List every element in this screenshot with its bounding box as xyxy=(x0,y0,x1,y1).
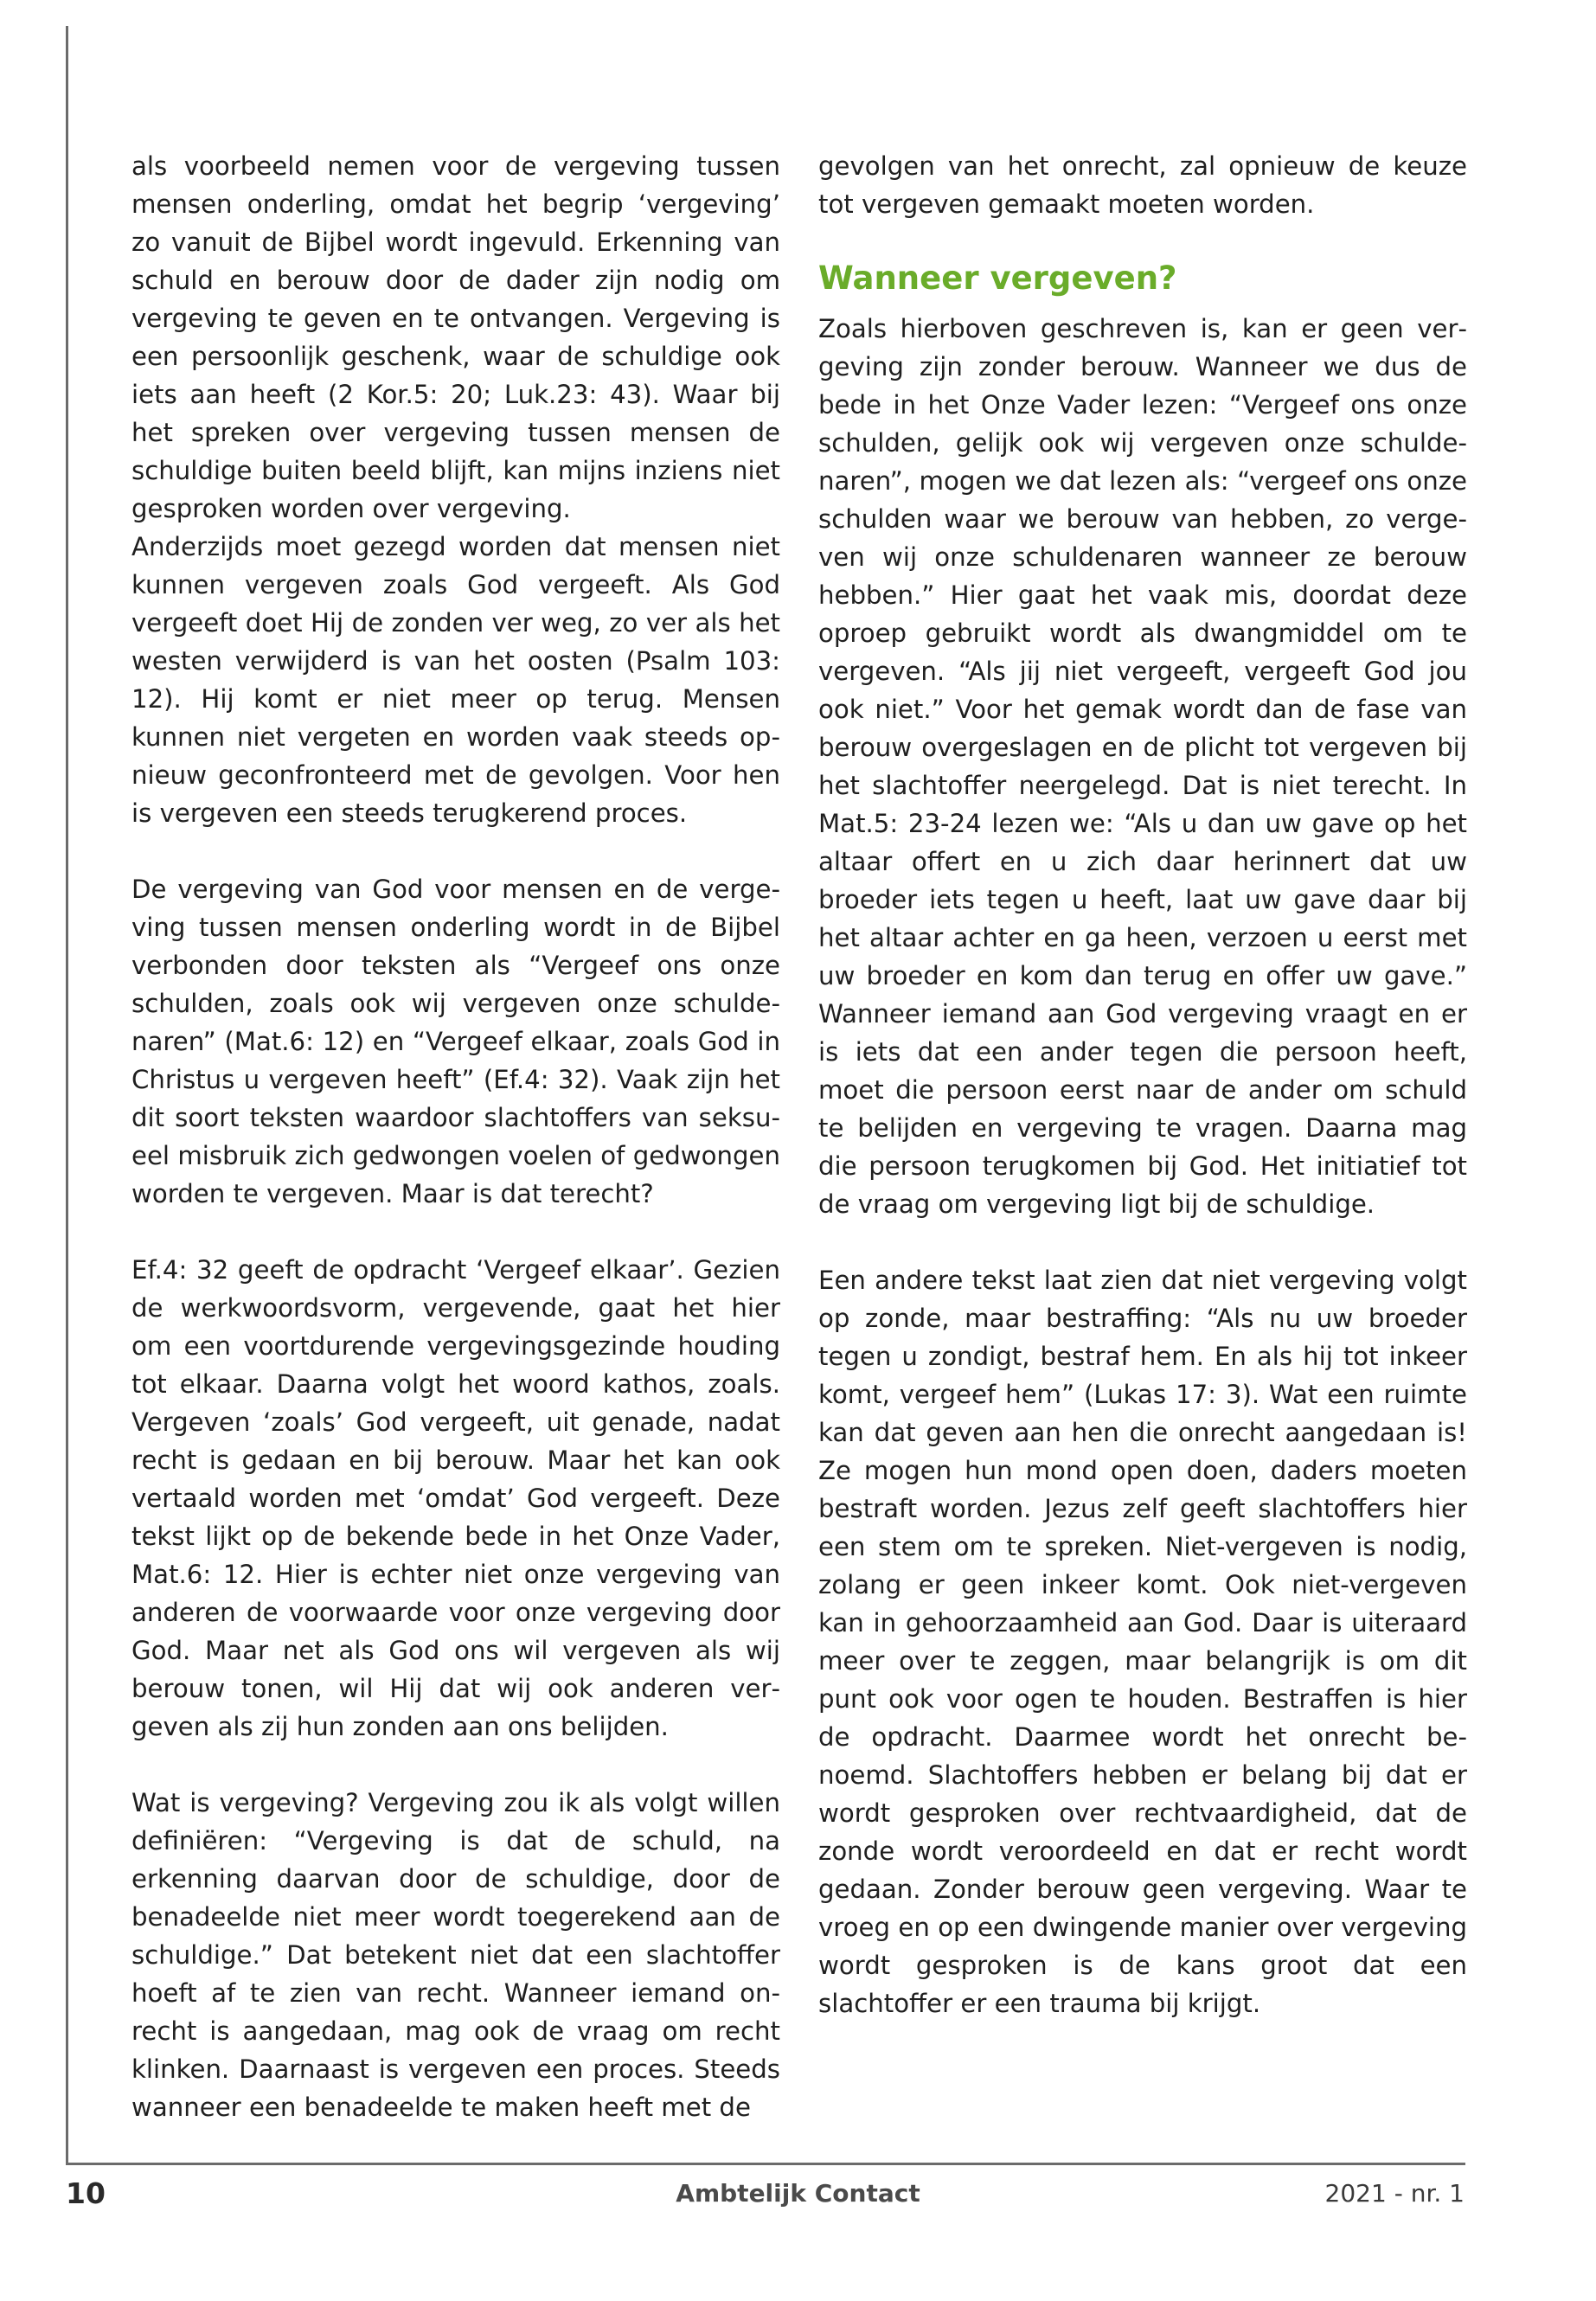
paragraph: Anderzijds moet gezegd worden dat mensen niet kunnen vergeven zoals God vergeeft. Als God vergeeft doet Hij de zonden ver weg, zo ver als het westen verwijderd is van het oosten (Psalm 103: 12). Hij komt er niet meer op terug. Mensen kunnen niet vergeten en worden vaak steeds opnieuw geconfronteerd met de gevolgen. Voor hen is vergeven een steeds terugkerend proces. xyxy=(131,532,780,828)
footer-rule xyxy=(66,2163,1465,2165)
paragraph: Ef.4: 32 geeft de opdracht ‘Vergeef elkaar’. Gezien de werkwoordsvorm, vergevende, gaat het hier om een voortdurende vergevingsgezinde houding tot elkaar. Daarna volgt het woord kathos, zoals. Vergeven ‘zoals’ God vergeeft, uit genade, nadat recht is gedaan en bij berouw. Maar het kan ook vertaald worden met ‘omdat’ God vergeeft. Deze tekst lijkt op de bekende bede in het Onze Vader, Mat.6: 12. Hier is echter niet onze vergeving van anderen de voorwaarde voor onze vergeving door God. Maar net als God ons wil vergeven als wij berouw tonen, wil Hij dat wij ook anderen vergeven als zij hun zonden aan ons belijden. xyxy=(131,1255,780,1741)
paragraph: Zoals hierboven geschreven is, kan er geen vergeving zijn zonder berouw. Wanneer we dus de bede in het Onze Vader lezen: “Vergeef ons onze schulden, gelijk ook wij vergeven onze schuldenaren”, mogen we dat lezen als: “vergeef ons onze schulden waar we berouw van hebben, zo vergeven wij onze schuldenaren wanneer ze berouw hebben.” Hier gaat het vaak mis, doordat deze oproep gebruikt wordt als dwangmiddel om te vergeven. “Als jij niet vergeeft, vergeeft God jou ook niet.” Voor het gemak wordt dan de fase van berouw overgeslagen en de plicht tot vergeven bij het slachtoffer neergelegd. Dat is niet terecht. In Mat.5: 23-24 lezen we: “Als u dan uw gave op het altaar offert en u zich daar herinnert dat uw broeder iets tegen u heeft, laat uw gave daar bij het altaar achter en ga heen, verzoen u eerst met uw broeder en kom dan terug en offer uw gave.” Wanneer iemand aan God vergeving vraagt en er is iets dat een ander tegen die persoon heeft, moet die persoon eerst naar de ander om schuld te belijden en vergeving te vragen. Daarna mag die persoon terugkomen bij God. Het initiatief tot de vraag om vergeving ligt bij de schuldige. xyxy=(818,314,1467,1219)
page-footer xyxy=(0,2168,1596,2220)
paragraph: Wat is vergeving? Vergeving zou ik als volgt willen definiëren: “Vergeving is dat de schuld, na erkenning daarvan door de schuldige, door de benadeelde niet meer wordt toegerekend aan de schuldige.” Dat betekent niet dat een slachtoffer hoeft af te zien van recht. Wanneer iemand onrecht is aangedaan, mag ook de vraag om recht klinken. Daarnaast is vergeven een proces. Steeds wanneer een benadeelde te maken heeft met de xyxy=(131,1788,780,2122)
left-margin-rule xyxy=(66,26,68,2164)
page-number: 10 xyxy=(66,2176,106,2210)
journal-title: Ambtelijk Contact xyxy=(676,2179,920,2208)
paragraph: De vergeving van God voor mensen en de vergeving tussen mensen onderling wordt in de Bijbel verbonden door teksten als “Vergeef ons onze schulden, zoals ook wij vergeven onze schuldenaren” (Mat.6: 12) en “Vergeef elkaar, zoals God in Christus u vergeven heeft” (Ef.4: 32). Vaak zijn het dit soort teksten waardoor slachtoffers van seksueel misbruik zich gedwongen voelen of gedwongen worden te vergeven. Maar is dat terecht? xyxy=(131,875,780,1208)
right-column xyxy=(818,147,1467,2022)
section-heading: Wanneer vergeven? xyxy=(818,260,1177,297)
paragraph: gevolgen van het onrecht, zal opnieuw de keuze tot vergeven gemaakt moeten worden. xyxy=(818,151,1467,219)
paragraph: Een andere tekst laat zien dat niet vergeving volgt op zonde, maar bestraffing: “Als nu uw broeder tegen u zondigt, bestraf hem. En als hij tot inkeer komt, vergeef hem” (Lukas 17: 3). Wat een ruimte kan dat geven aan hen die onrecht aangedaan is! Ze mogen hun mond open doen, daders moeten bestraft worden. Jezus zelf geeft slachtoffers hier een stem om te spreken. Niet-vergeven is nodig, zolang er geen inkeer komt. Ook niet-vergeven kan in gehoorzaamheid aan God. Daar is uiteraard meer over te zeggen, maar belangrijk is om dit punt ook voor ogen te houden. Bestraffen is hier de opdracht. Daarmee wordt het onrecht benoemd. Slachtoffers hebben er belang bij dat er wordt gesproken over rechtvaardigheid, dat de zonde wordt veroordeeld en dat er recht wordt gedaan. Zonder berouw geen vergeving. Waar te vroeg en op een dwingende manier over vergeving wordt gesproken is de kans groot dat een slachtoffer er een trauma bij krijgt. xyxy=(818,1266,1467,2018)
issue-label: 2021 - nr. 1 xyxy=(1324,2179,1465,2208)
paragraph: als voorbeeld nemen voor de vergeving tussen mensen onderling, omdat het begrip ‘vergeving’ zo vanuit de Bijbel wordt ingevuld. Erkenning van schuld en berouw door de dader zijn nodig om vergeving te geven en te ontvangen. Vergeving is een persoonlijk geschenk, waar de schuldige ook iets aan heeft (2 Kor.5: 20; Luk.23: 43). Waar bij het spreken over vergeving tussen mensen de schuldige buiten beeld blijft, kan mijns inziens niet gesproken worden over vergeving. xyxy=(131,151,780,523)
left-column xyxy=(131,147,780,2126)
